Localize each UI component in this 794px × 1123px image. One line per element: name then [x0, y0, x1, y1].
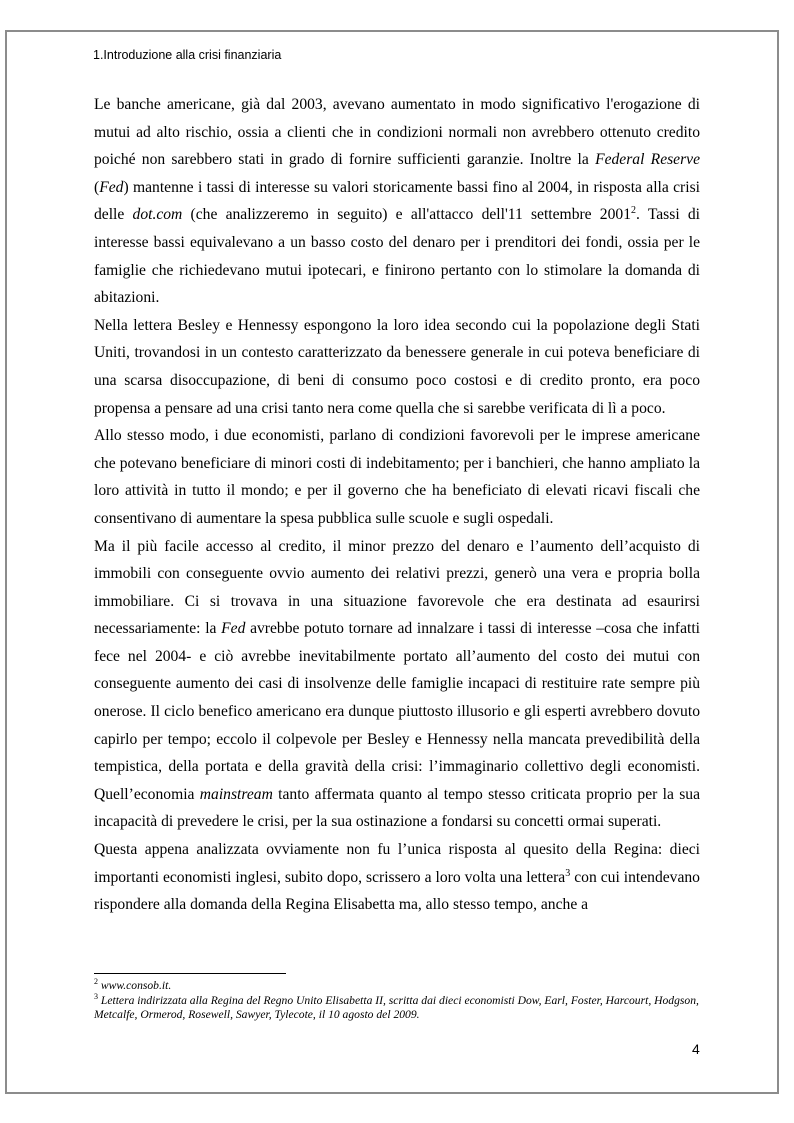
footnote-marker: 3 — [94, 991, 98, 1001]
footnote-ref[interactable]: 3 — [565, 867, 571, 879]
text-run: ( — [94, 178, 100, 196]
text-run: Questa appena analizzata ovviamente non fu l’unica risposta al quesito della Regina: dieci importanti economisti inglesi, subito dopo, scrissero a loro volta una lettera — [94, 841, 700, 886]
paragraph-1 — [94, 91, 700, 312]
text-run: con cui intendevano rispondere alla domanda della Regina Elisabetta ma, allo stesso tempo, anche a — [94, 868, 700, 914]
paragraph-3: Allo stesso modo, i due economisti, parlano di condizioni favorevoli per le imprese americane che potevano beneficiare di minori costi di indebitamento; per i banchieri, che hanno ampliato la loro attività in tutto il mondo; e per il governo che ha beneficiato di elevati ricavi fiscali che consentivano di aumentare la spesa pubblica sulle scuole e sugli ospedali. — [94, 427, 700, 527]
footnote-separator — [94, 973, 286, 974]
body-text — [94, 91, 700, 919]
footnote-marker: 2 — [94, 977, 98, 987]
running-header: 1.Introduzione alla crisi finanziaria — [93, 48, 282, 62]
italic-run: Fed — [221, 620, 246, 638]
text-run: tanto affermata quanto al tempo stesso criticata proprio per la sua incapacità di prevedere le crisi, per la sua ostinazione a fondarsi su concetti ormai superati. — [94, 785, 700, 831]
footnote-2 — [94, 979, 700, 994]
italic-run: mainstream — [199, 785, 273, 803]
paragraph-2: Nella lettera Besley e Hennessy espongono la loro idea secondo cui la popolazione degli Stati Uniti, trovandosi in un contesto caratterizzato da benessere generale in cui poteva beneficiare di una scarsa disoccupazione, di beni di consumo poco costosi e di credito pronto, era poco propensa a pensare ad una crisi tanto nera come quella che si sarebbe verificata di lì a poco. — [94, 316, 700, 417]
footnote-text: www.consob.it. — [98, 979, 172, 992]
italic-run: dot.com — [132, 206, 183, 224]
paragraph-5 — [94, 836, 700, 919]
italic-run: Federal Reserve — [595, 151, 701, 169]
footnote-ref[interactable]: 2 — [631, 205, 636, 217]
text-run: ) mantenne i tassi di interesse su valori storicamente bassi fino al 2004, in risposta alla crisi delle — [94, 178, 700, 224]
text-run: avrebbe potuto tornare ad innalzare i tassi di interesse –cosa che infatti fece nel 2004- e ciò avrebbe inevitabilmente portato all’aumento del costo dei mutui con conseguente aumento dei casi di insolvenze delle famiglie incapaci di restituire rate sempre più onerose. Il ciclo benefico americano era dunque piuttosto illusorio e gli esperti avrebbero dovuto capirlo per tempo; eccolo il colpevole per Besley e Hennessy nella mancata prevedibilità della tempistica, della portata e della gravità della crisi: l’immaginario collettivo degli economisti. Quell’economia — [94, 620, 700, 803]
paragraph-4 — [94, 533, 700, 837]
text-run: Le banche americane, già dal 2003, avevano aumentato in modo significativo l'erogazione di mutui ad alto rischio, ossia a clienti che in condizioni normali non avrebbero ottenuto credito poiché non sarebbero stati in grado di fornire sufficienti garanzie. Inoltre la — [94, 96, 700, 169]
footnotes — [94, 979, 700, 1023]
text-run: . Tassi di interesse bassi equivalevano a un basso costo del denaro per i prenditori dei fondi, ossia per le famiglie che richiedevano mutui ipotecari, e finirono pertanto con lo stimolare la domanda di abitazioni. — [94, 206, 700, 307]
text-run: Ma il più facile accesso al credito, il minor prezzo del denaro e l’aumento dell’acquisto di immobili con conseguente ovvio aumento dei relativi prezzi, generò una vera e propria bolla immobiliare. Ci si trovava in una situazione favorevole che era destinata ad esaurirsi necessariamente: la — [94, 537, 700, 638]
page-number: 4 — [692, 1041, 700, 1057]
text-run: (che analizzeremo in seguito) e all'attacco dell'11 settembre 2001 — [182, 206, 631, 224]
footnote-3 — [94, 991, 700, 1023]
footnote-text: Lettera indirizzata alla Regina del Regno Unito Elisabetta II, scritta dai dieci economisti Dow, Earl, Foster, Harcourt, Hodgson, Metcalfe, Ormerod, Rosewell, Sawyer, Tylecote, il 10 agosto del 2009. — [94, 993, 699, 1021]
italic-run: Fed — [99, 178, 124, 196]
